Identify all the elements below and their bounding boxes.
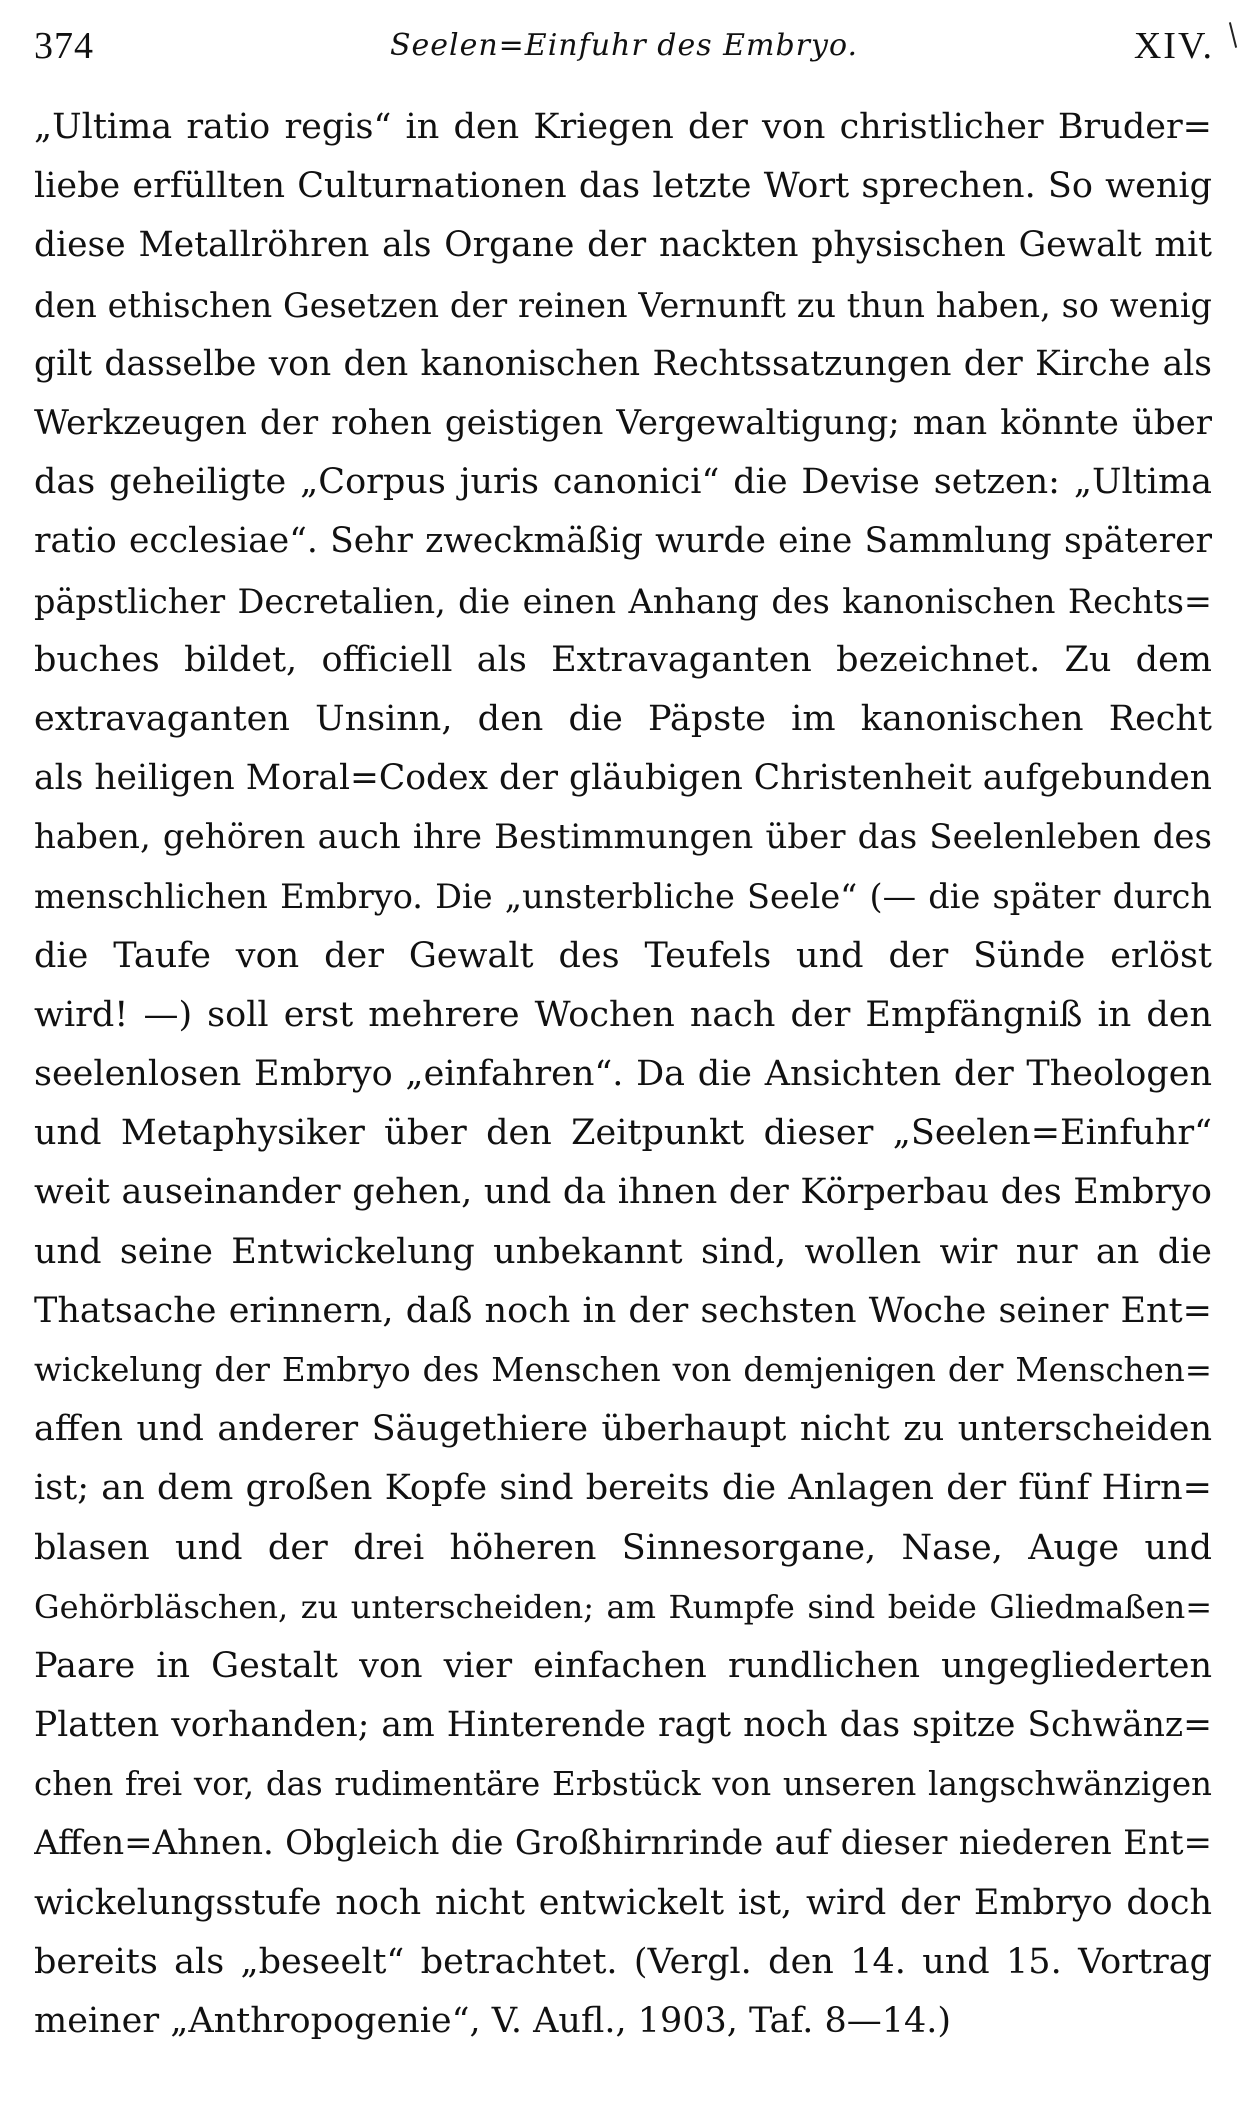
page-edge-mark (1229, 22, 1237, 48)
text-line: und Metaphysiker über den Zeitpunkt dieser „Seelen=Einfuhr“ (34, 1113, 1212, 1154)
text-line: wird! —) soll erst mehrere Wochen nach der Empfängniß in den (34, 994, 1212, 1035)
text-line: den ethischen Gesetzen der reinen Vernunft zu thun haben, so wenig (34, 285, 1212, 325)
text-line: liebe erfüllten Culturnationen das letzte Wort sprechen. So wenig (34, 166, 1212, 207)
text-line: Paare in Gestalt von vier einfachen rundlichen ungegliederten (34, 1645, 1212, 1686)
text-line: chen frei vor, das rudimentäre Erbstück von unseren langschwänzigen (34, 1765, 1212, 1804)
text-line: „Ultima ratio regis“ in den Kriegen der von christlicher Bruder= (34, 107, 1212, 147)
text-line: ratio ecclesiae“. Sehr zweckmäßig wurde eine Sammlung späterer (34, 521, 1212, 562)
body-text (34, 98, 1212, 2051)
text-line: blasen und der drei höheren Sinnesorgane, Nase, Auge und (34, 1527, 1212, 1568)
text-line: Thatsache erinnern, daß noch in der sechsten Woche seiner Ent= (34, 1290, 1212, 1331)
text-line: menschlichen Embryo. Die „unsterbliche Seele“ (— die später durch (34, 877, 1212, 917)
text-line: diese Metallröhren als Organe der nackten physischen Gewalt mit (34, 225, 1212, 266)
page-number: 374 (34, 25, 94, 67)
page-header (34, 18, 1214, 74)
text-line: Affen=Ahnen. Obgleich die Großhirnrinde auf dieser niederen Ent= (34, 1823, 1212, 1864)
text-line: wickelung der Embryo des Menschen von demjenigen der Menschen= (34, 1350, 1212, 1389)
text-line: gilt dasselbe von den kanonischen Rechtssatzungen der Kirche als (34, 343, 1212, 384)
text-line: Platten vorhanden; am Hinterende ragt noch das spitze Schwänz= (34, 1705, 1212, 1746)
text-line: das geheiligte „Corpus juris canonici“ die Devise setzen: „Ultima (34, 462, 1212, 503)
text-line: extravaganten Unsinn, den die Päpste im kanonischen Recht (34, 698, 1212, 739)
text-line: meiner „Anthropogenie“, V. Aufl., 1903, Taf. 8—14.) (34, 2001, 952, 2041)
text-line: affen und anderer Säugethiere überhaupt nicht zu unterscheiden (34, 1409, 1212, 1450)
text-line: bereits als „beseelt“ betrachtet. (Vergl. den 14. und 15. Vortrag (34, 1941, 1212, 1982)
chapter-number: XIV. (1133, 25, 1214, 67)
text-line: buches bildet, officiell als Extravaganten bezeichnet. Zu dem (34, 639, 1212, 680)
text-line: wickelungsstufe noch nicht entwickelt ist, wird der Embryo doch (34, 1882, 1212, 1923)
text-line: und seine Entwickelung unbekannt sind, wollen wir nur an die (34, 1231, 1212, 1272)
text-line: Werkzeugen der rohen geistigen Vergewaltigung; man könnte über (34, 402, 1212, 443)
text-line: ist; an dem großen Kopfe sind bereits die Anlagen der fünf Hirn= (34, 1468, 1212, 1509)
text-line: seelenlosen Embryo „einfahren“. Da die Ansichten der Theologen (34, 1054, 1212, 1094)
text-line: weit auseinander gehen, und da ihnen der Körperbau des Embryo (34, 1172, 1212, 1213)
text-line: haben, gehören auch ihre Bestimmungen über das Seelenleben des (34, 817, 1212, 858)
text-line: päpstlicher Decretalien, die einen Anhang des kanonischen Rechts= (34, 581, 1212, 621)
text-line: die Taufe von der Gewalt des Teufels und der Sünde erlöst (34, 935, 1212, 976)
text-line: als heiligen Moral=Codex der gläubigen Christenheit aufgebunden (34, 758, 1212, 799)
text-line: Gehörbläschen, zu unterscheiden; am Rumpfe sind beide Gliedmaßen= (34, 1587, 1212, 1626)
running-title: Seelen=Einfuhr des Embryo. (389, 28, 859, 63)
